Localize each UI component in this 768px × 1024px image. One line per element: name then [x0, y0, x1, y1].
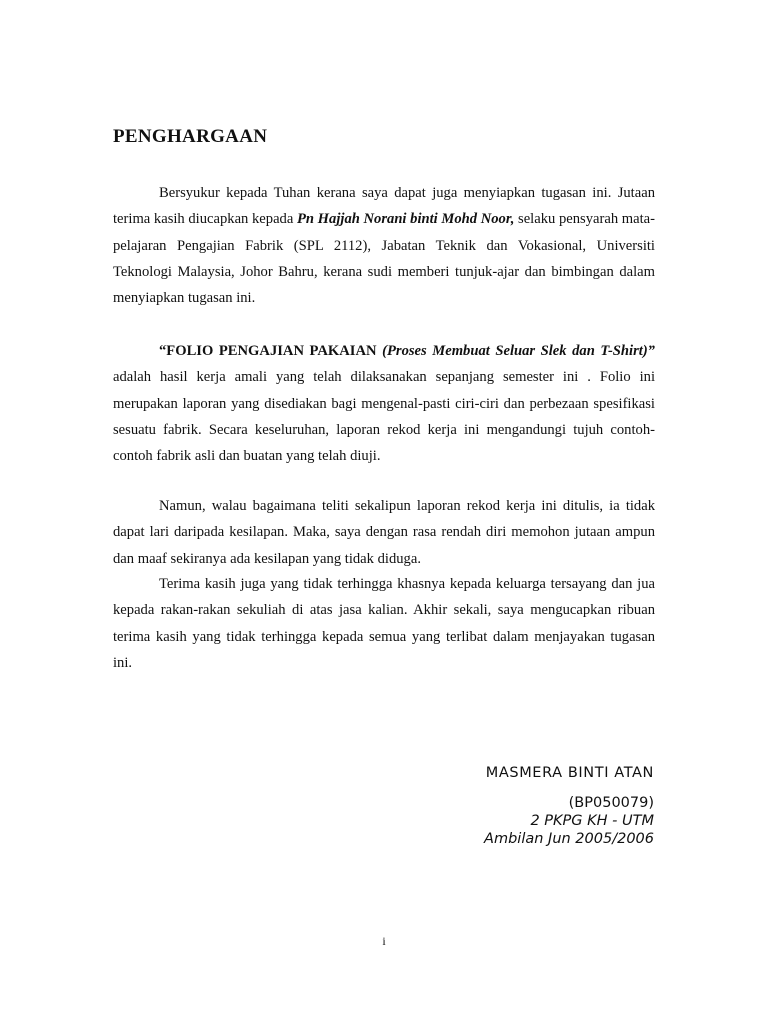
intake-info: Ambilan Jun 2005/2006	[484, 831, 654, 847]
paragraph-intro	[113, 180, 655, 311]
paragraph-apology	[113, 493, 655, 572]
paragraph-folio-text: adalah hasil kerja amali yang telah dilaksanakan sepanjang semester ini . Folio ini merupakan laporan yang disediakan bagi mengenal-pasti ciri-ciri dan perbezaan spesifikasi sesuatu fabrik. Secara keseluruhan, laporan rekod kerja ini mengandungi tujuh contoh-contoh fabrik asli dan buatan yang telah diuji.	[113, 369, 655, 465]
paragraph-intro-text-b: selaku pensyarah mata-pelajaran Pengajian Fabrik (SPL 2112), Jabatan Teknik dan Vokasional, Universiti Teknologi Malaysia, Johor Bahru, kerana sudi memberi tunjuk-ajar dan bimbingan dalam menyiapkan tugasan ini.	[113, 211, 655, 307]
signature-block	[484, 764, 654, 848]
student-id: (BP050079)	[568, 795, 654, 811]
page-heading: PENGHARGAAN	[113, 126, 268, 147]
author-name: MASMERA BINTI ATAN	[485, 765, 654, 781]
page-number: i	[382, 934, 386, 948]
folio-title: “FOLIO PENGAJIAN PAKAIAN	[159, 343, 383, 359]
folio-subtitle: (Proses Membuat Seluar Slek dan T-Shirt)”	[382, 343, 655, 359]
paragraph-intro-text-a: Bersyukur kepada Tuhan kerana saya dapat juga menyiapkan tugasan ini. Jutaan terima kasih diucapkan kepada	[113, 185, 655, 228]
program-info: 2 PKPG KH - UTM	[530, 813, 654, 829]
lecturer-name: Pn Hajjah Norani binti Mohd Noor,	[297, 211, 515, 228]
paragraph-thanks	[113, 571, 655, 676]
paragraph-thanks-text: Terima kasih juga yang tidak terhingga khasnya kepada keluarga tersayang dan jua kepada rakan-rakan sekuliah di atas jasa kalian. Akhir sekali, saya mengucapkan ribuan terima kasih yang tidak terhingga kepada semua yang terlibat dalam menjayakan tugasan ini.	[113, 576, 655, 671]
paragraph-apology-text: Namun, walau bagaimana teliti sekalipun laporan rekod kerja ini ditulis, ia tidak dapat lari daripada kesilapan. Maka, saya dengan rasa rendah diri memohon jutaan ampun dan maaf sekiranya ada kesilapan yang tidak diduga.	[113, 498, 655, 567]
paragraph-folio	[113, 338, 655, 469]
